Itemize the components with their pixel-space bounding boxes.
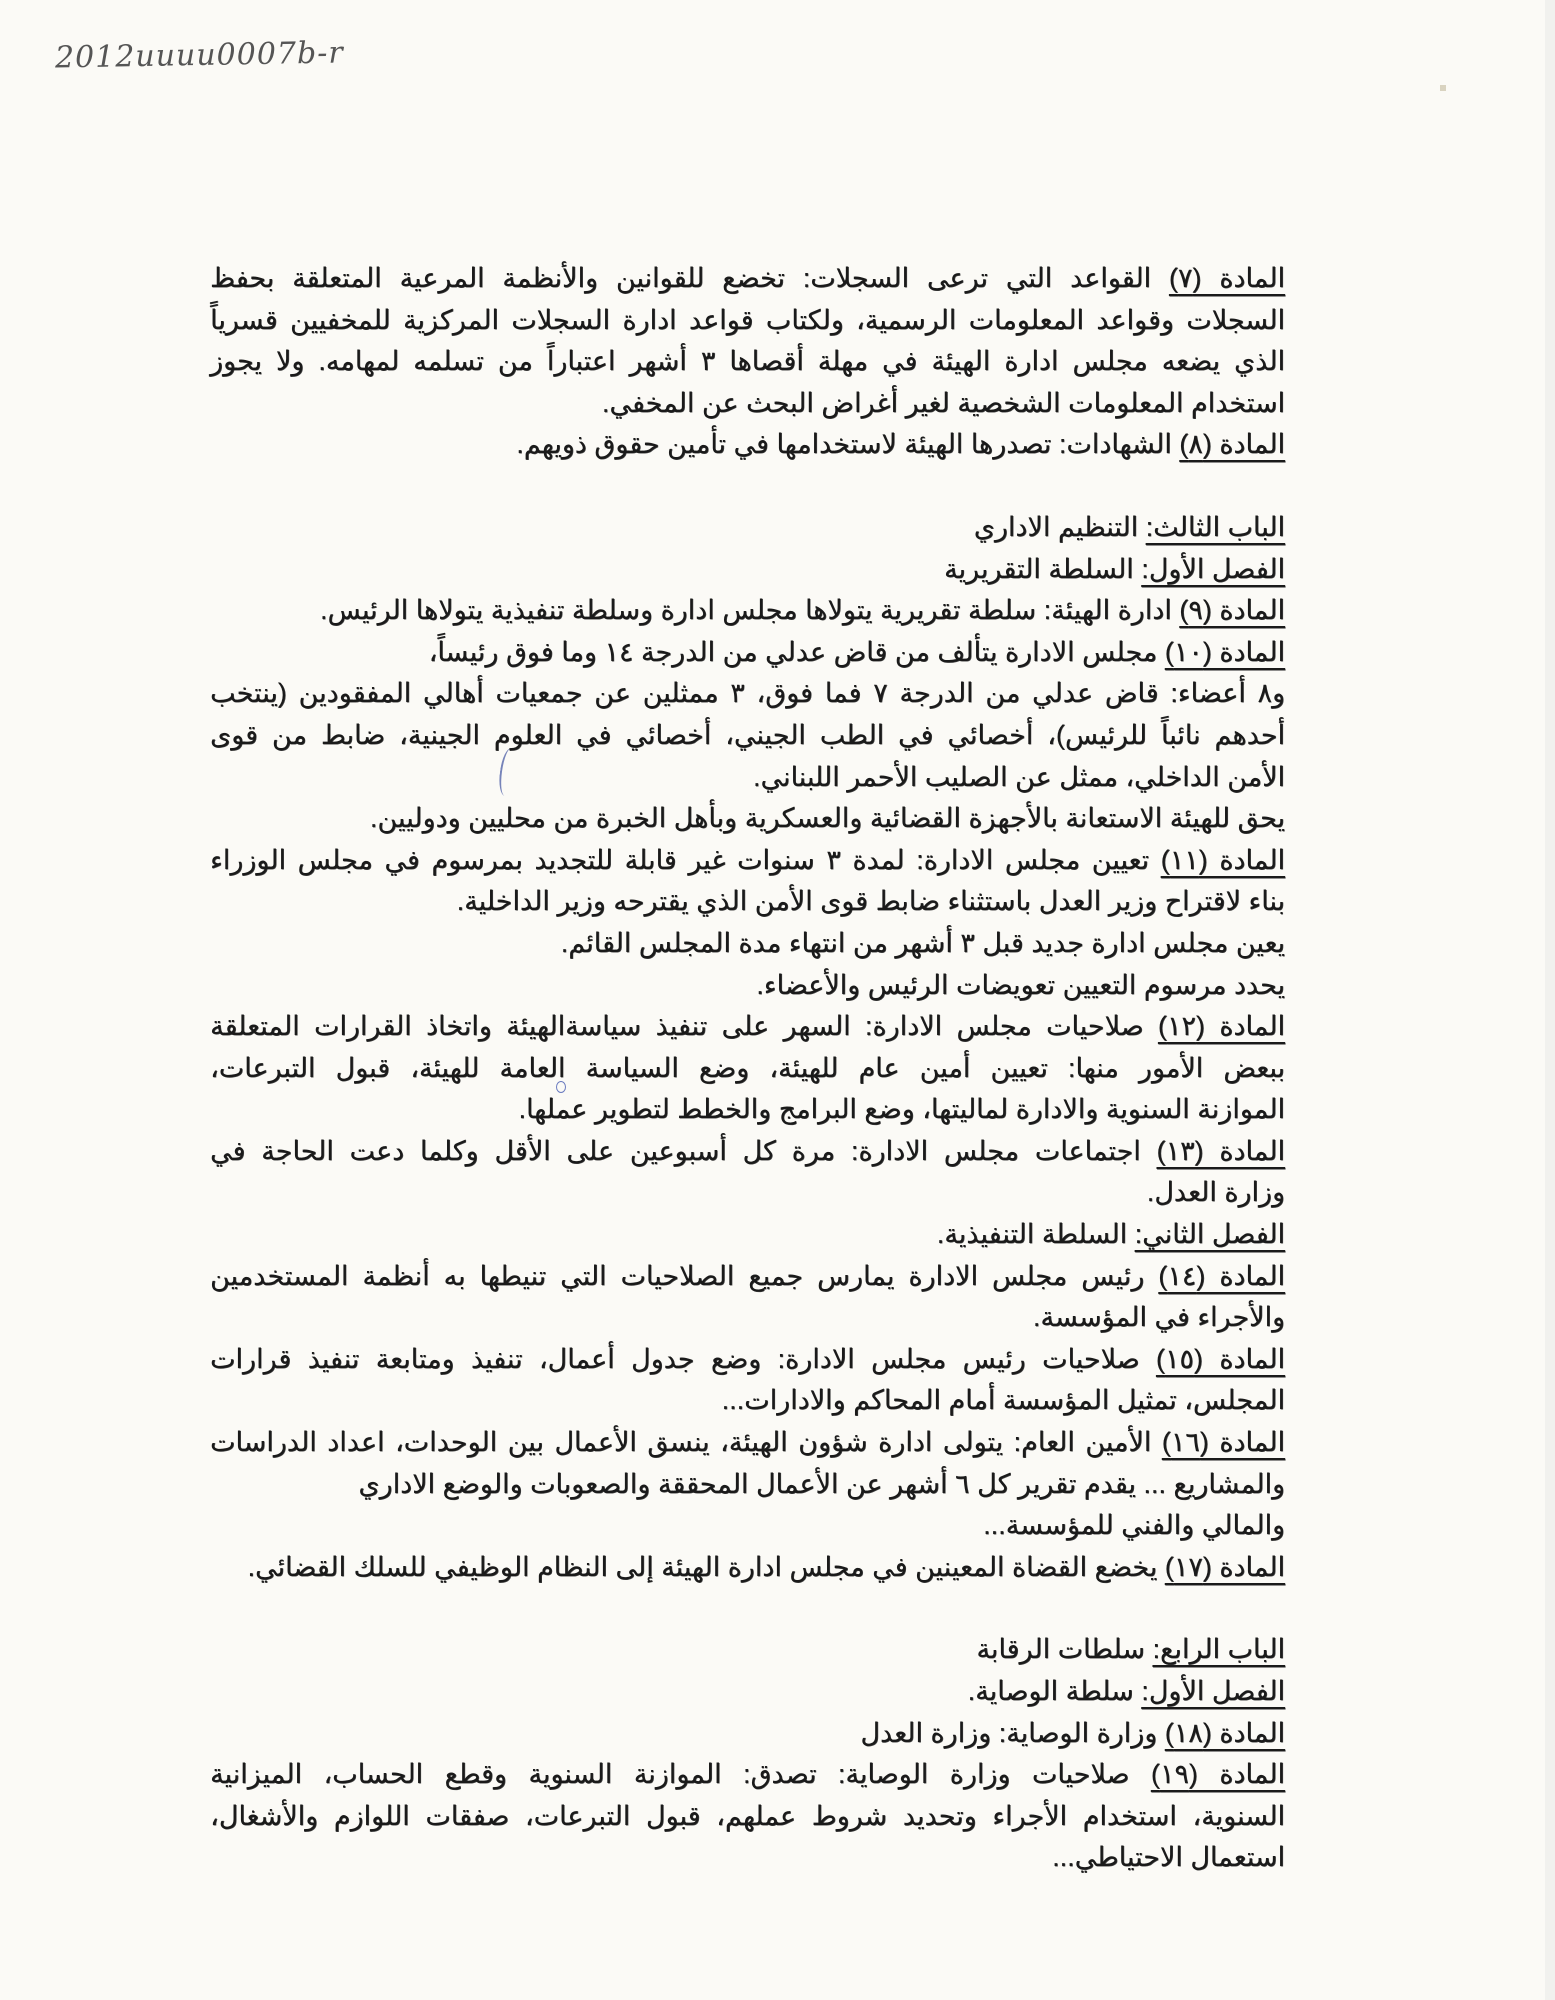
article-label: الفصل الثاني: <box>1134 1219 1285 1250</box>
line-text: سلطة الوصاية. <box>967 1676 1142 1706</box>
article-label: المادة (٨) <box>1179 429 1285 460</box>
line-text: ادارة الهيئة: سلطة تقريرية يتولاها مجلس ادارة وسلطة تنفيذية يتولاها الرئيس. <box>319 595 1180 626</box>
article-line <box>210 258 1285 300</box>
line-text: مجلس الادارة يتألف من قاض عدلي من الدرجة ١٤ وما فوق رئيساً، <box>428 636 1165 667</box>
line-text: يخضع القضاة المعينين في مجلس ادارة الهيئة إلى النظام الوظيفي للسلك القضائي. <box>247 1551 1165 1582</box>
text-line <box>210 1172 1285 1214</box>
line-text: اجتماعات مجلس الادارة: مرة كل أسبوعين على الأقل وكلما دعت الحاجة في <box>210 1135 1157 1166</box>
text-line <box>210 965 1285 1007</box>
section-gap <box>210 1588 1285 1629</box>
line-text: صلاحيات مجلس الادارة: السهر على تنفيذ سياسةالهيئة واتخاذ القرارات المتعلقة <box>210 1011 1158 1042</box>
text-line <box>210 673 1285 715</box>
article-label: المادة (١١) <box>1160 844 1285 875</box>
text-line <box>210 923 1285 965</box>
line-text: وزارة الوصاية: وزارة العدل <box>860 1717 1165 1748</box>
article-line <box>210 1671 1285 1713</box>
line-text: والمالي والفني للمؤسسة... <box>983 1510 1285 1541</box>
line-text: يعين مجلس ادارة جديد قبل ٣ أشهر من انتهاء مدة المجلس القائم. <box>560 927 1285 958</box>
line-text: الموازنة السنوية والادارة لماليتها، وضع البرامج والخطط لتطوير عملها. <box>518 1094 1285 1125</box>
article-line <box>210 1754 1285 1796</box>
article-line <box>210 549 1285 591</box>
article-line <box>210 1547 1285 1589</box>
article-label: المادة (٧) <box>1168 263 1285 293</box>
line-text: استخدام المعلومات الشخصية لغير أغراض البحث عن المخفي. <box>601 387 1285 418</box>
line-text: التنظيم الاداري <box>973 511 1146 542</box>
handwritten-reference: 2012uuuu0007b-r <box>54 35 344 76</box>
section-gap <box>210 466 1285 507</box>
line-text: السنوية، استخدام الأجراء وتحديد شروط عملهم، قبول التبرعات، صفقات اللوازم والأشغال، <box>210 1800 1285 1831</box>
document-body <box>210 258 1285 1879</box>
article-label: الفصل الأول: <box>1141 1676 1285 1706</box>
line-text: الشهادات: تصدرها الهيئة لاستخدامها في تأمين حقوق ذويهم. <box>516 429 1180 460</box>
text-line <box>210 1837 1285 1879</box>
scan-speck <box>1440 85 1446 91</box>
text-line <box>210 1297 1285 1339</box>
line-text: والمشاريع ... يقدم تقرير كل ٦ أشهر عن الأعمال المحققة والصعوبات والوضع الاداري <box>358 1468 1285 1499</box>
text-line <box>210 383 1285 425</box>
scan-edge <box>1545 0 1555 2000</box>
article-label: المادة (١٠) <box>1164 636 1285 667</box>
line-text: السلطة التقريرية <box>943 553 1142 584</box>
article-line <box>210 1214 1285 1256</box>
line-text: يحق للهيئة الاستعانة بالأجهزة القضائية والعسكرية وبأهل الخبرة من محليين ودوليين. <box>369 803 1285 834</box>
line-text: السجلات وقواعد المعلومات الرسمية، ولكتاب قواعد ادارة السجلات المركزية للمخفيين قسرياً <box>210 304 1285 335</box>
line-text: صلاحيات رئيس مجلس الادارة: وضع جدول أعمال، تنفيذ ومتابعة تنفيذ قرارات <box>210 1343 1156 1374</box>
article-line <box>210 1713 1285 1755</box>
line-text: المجلس، تمثيل المؤسسة أمام المحاكم والادارات... <box>721 1385 1285 1416</box>
line-text: الأمن الداخلي، ممثل عن الصليب الأحمر اللبناني. <box>752 761 1285 792</box>
text-line <box>210 1380 1285 1422</box>
line-text: والأجراء في المؤسسة. <box>1032 1302 1285 1333</box>
line-text: تعيين مجلس الادارة: لمدة ٣ سنوات غير قابلة للتجديد بمرسوم في مجلس الوزراء <box>210 844 1161 875</box>
article-line <box>210 507 1285 549</box>
line-text: صلاحيات وزارة الوصاية: تصدق: الموازنة السنوية وقطع الحساب، الميزانية <box>210 1759 1151 1790</box>
text-line <box>210 300 1285 342</box>
article-label: المادة (١٨) <box>1164 1717 1285 1748</box>
article-label: المادة (١٩) <box>1150 1759 1285 1790</box>
text-line <box>210 881 1285 923</box>
text-line <box>210 1505 1285 1547</box>
line-text: وزارة العدل. <box>1146 1177 1285 1208</box>
text-line <box>210 341 1285 383</box>
article-line <box>210 1256 1285 1298</box>
text-line <box>210 798 1285 840</box>
line-text: أحدهم نائباً للرئيس)، أخصائي في الطب الجيني، أخصائي في العلوم الجينية، ضابط من قوى <box>210 719 1285 750</box>
article-line <box>210 590 1285 632</box>
line-text: استعمال الاحتياطي... <box>1052 1842 1285 1873</box>
article-label: الباب الرابع: <box>1152 1634 1285 1665</box>
article-label: المادة (١٧) <box>1164 1551 1285 1582</box>
line-text: سلطات الرقابة <box>976 1634 1153 1665</box>
line-text: الذي يضعه مجلس ادارة الهيئة في مهلة أقصاها ٣ أشهر اعتباراً من تسلمه لمهامه. ولا يجوز <box>210 346 1285 377</box>
article-line <box>210 1422 1285 1464</box>
article-line <box>210 1131 1285 1173</box>
line-text: الأمين العام: يتولى ادارة شؤون الهيئة، ينسق الأعمال بين الوحدات، اعداد الدراسات <box>210 1427 1162 1458</box>
article-line <box>210 840 1285 882</box>
article-label: الباب الثالث: <box>1145 511 1285 542</box>
line-text: القواعد التي ترعى السجلات: تخضع للقوانين والأنظمة المرعية المتعلقة بحفظ <box>210 263 1169 293</box>
article-line <box>210 1339 1285 1381</box>
text-line <box>210 757 1285 799</box>
text-line <box>210 1796 1285 1838</box>
article-line <box>210 632 1285 674</box>
text-line <box>210 1048 1285 1090</box>
article-line <box>210 424 1285 466</box>
text-line <box>210 1089 1285 1131</box>
line-text: بناء لاقتراح وزير العدل باستثناء ضابط قوى الأمن الذي يقترحه وزير الداخلية. <box>456 886 1285 917</box>
article-line <box>210 1006 1285 1048</box>
article-label: المادة (١٥) <box>1155 1343 1285 1374</box>
article-label: المادة (١٤) <box>1158 1260 1285 1291</box>
article-label: المادة (١٢) <box>1157 1011 1285 1042</box>
line-text: و٨ أعضاء: قاض عدلي من الدرجة ٧ فما فوق، ٣ ممثلين عن جمعيات أهالي المفقودين (ينتخب <box>210 678 1286 709</box>
line-text: ببعض الأمور منها: تعيين أمين عام للهيئة، وضع السياسة العامة للهيئة، قبول التبرعات، <box>210 1052 1285 1083</box>
text-line <box>210 1464 1285 1506</box>
article-label: المادة (١٦) <box>1161 1427 1285 1458</box>
article-label: المادة (١٣) <box>1156 1135 1285 1166</box>
text-line <box>210 715 1285 757</box>
article-label: المادة (٩) <box>1179 595 1285 626</box>
article-line <box>210 1629 1285 1671</box>
line-text: السلطة التنفيذية. <box>936 1219 1135 1250</box>
line-text: يحدد مرسوم التعيين تعويضات الرئيس والأعضاء. <box>756 969 1285 1000</box>
line-text: رئيس مجلس الادارة يمارس جميع الصلاحيات التي تنيطها به أنظمة المستخدمين <box>210 1260 1159 1291</box>
article-label: الفصل الأول: <box>1141 553 1285 584</box>
